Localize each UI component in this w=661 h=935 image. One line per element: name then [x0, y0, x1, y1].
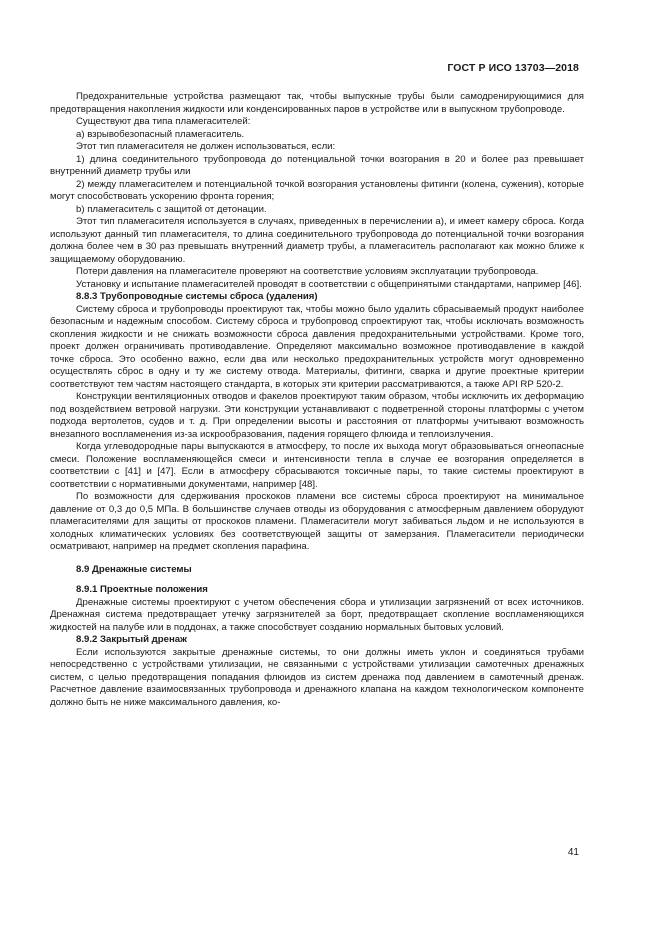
paragraph: Предохранительные устройства размещают так, чтобы выпускные трубы были самодренирующимися для предотвращения накопления жидкости или конденсированных паров в устройстве или в выпускном трубопроводе. — [50, 91, 584, 115]
paragraph: Потери давления на пламегасителе проверяют на соответствие условиям эксплуатации трубопровода. — [76, 266, 539, 277]
page-number: 41 — [567, 847, 579, 858]
paragraph: a) взрывобезопасный пламегаситель. — [76, 128, 245, 140]
paragraph: Когда углеводородные пары выпускаются в атмосферу, то после их выхода могут образовываться огнеопасные смеси. Положение воспламеняющейся смеси и интенсивности тепла в случае ее возгорания определяется в соответствии с [41] и [47]. Если в атмосферу сбрасываются токсичные пары, то такие системы проектируют в соответствии с нормативными документами, например [48]. — [50, 441, 584, 490]
paragraph: Этот тип пламегасителя не должен использоваться, если: — [76, 141, 336, 152]
paragraph: Систему сброса и трубопроводы проектируют так, чтобы можно было удалить сбрасываемый продукт наиболее безопасным и надежным способом. Систему сброса и трубопровод спроектируют так, чтобы исключать возможность скопления жидкости и не снижать возможности сброса давления предохранительными устройствами. Кроме того, проект должен ограничивать противодавление. Определяют максимально возможное противодавление в каждой точке сброса. Это особенно важно, если два или несколько предохранительных устройств могут одновременно осуществлять сброс в одну и ту же систему отвода. Материалы, фитинги, сварка и другие проектные критерии соответствуют тем частям настоящего стандарта, в которых эти критерии рассматриваются, а также API RP 520-2. — [50, 303, 584, 390]
paragraph: По возможности для сдерживания проскоков пламени все системы сброса проектируют на минимальное давление от 0,3 до 0,5 МПа. В большинстве случаев отводы из оборудования с атмосферным давлением оборудуют пламегасителями для защиты от проскоков пламени. Пламегасители могут забиваться льдом и не используются в холодных климатических условиях без соответствующей защиты от замерзания. Пламегасители периодически осматривают, например на предмет скопления парафина. — [50, 491, 584, 552]
paragraph: 1) длина соединительного трубопровода до потенциальной точки возгорания в 20 и более раз превышает внутренний диаметр трубы или — [50, 153, 584, 177]
subsection-heading: 8.9.2 Закрытый дренаж — [76, 634, 187, 645]
subsection-heading: 8.8.3 Трубопроводные системы сброса (удаления) — [76, 291, 318, 302]
paragraph: Если используются закрытые дренажные системы, то они должны иметь уклон и соединяться трубами непосредственно с устройствами утилизации, не связанными с устройствами утилизации самотечных дренажных систем, с целью предотвращения попадания флюидов из систем дренажа под давлением в самотечный дренаж. Расчетное давление взаимосвязанных трубопровода и дренажного клапана на каждом технологическом компоненте должно быть не ниже максимального давления, ко- — [50, 646, 584, 708]
paragraph: 2) между пламегасителем и потенциальной точкой возгорания установлены фитинги (колена, сужения), которые могут способствовать ускорению фронта горения; — [50, 178, 584, 202]
document-body — [50, 91, 584, 709]
paragraph: Установку и испытание пламегасителей проводят в соответствии с общепринятыми стандартами, например [46]. — [76, 278, 582, 290]
subsection-heading: 8.9.1 Проектные положения — [76, 584, 208, 595]
section-heading: 8.9 Дренажные системы — [76, 563, 192, 575]
paragraph: Существуют два типа пламегасителей: — [76, 116, 251, 127]
document-header: ГОСТ Р ИСО 13703—2018 — [447, 62, 579, 74]
paragraph: Этот тип пламегасителя используется в случаях, приведенных в перечислении а), и имеет камеру сброса. Когда используют данный тип пламегасителя, то длина соединительного трубопровода до потенциальной точки возгорания должна более чем в 30 раз превышать внутренний диаметр трубы, а пламегаситель располагают как можно ближе к защищаемому оборудованию. — [50, 216, 584, 265]
paragraph: b) пламегаситель с защитой от детонации. — [76, 203, 267, 215]
paragraph: Конструкции вентиляционных отводов и факелов проектируют таким образом, чтобы исключить их деформацию под воздействием ветровой нагрузки. Эти конструкции устанавливают с подветренной стороны платформы с учетом подхода вертолетов, судов и т. д. При определении высоты и расстояния от платформы учитывают возможность внезапного воспламенения из-за искрообразования, падения горящего флюида и теплоизлучения. — [50, 391, 584, 440]
paragraph: Дренажные системы проектируют с учетом обеспечения сбора и утилизации загрязнений от всех источников. Дренажная система предотвращает утечку загрязнителей за борт, предотвращает скопление воспламеняющихся жидкостей на палубе или в поддонах, а также способствует созданию нормальных бытовых условий. — [50, 596, 584, 633]
